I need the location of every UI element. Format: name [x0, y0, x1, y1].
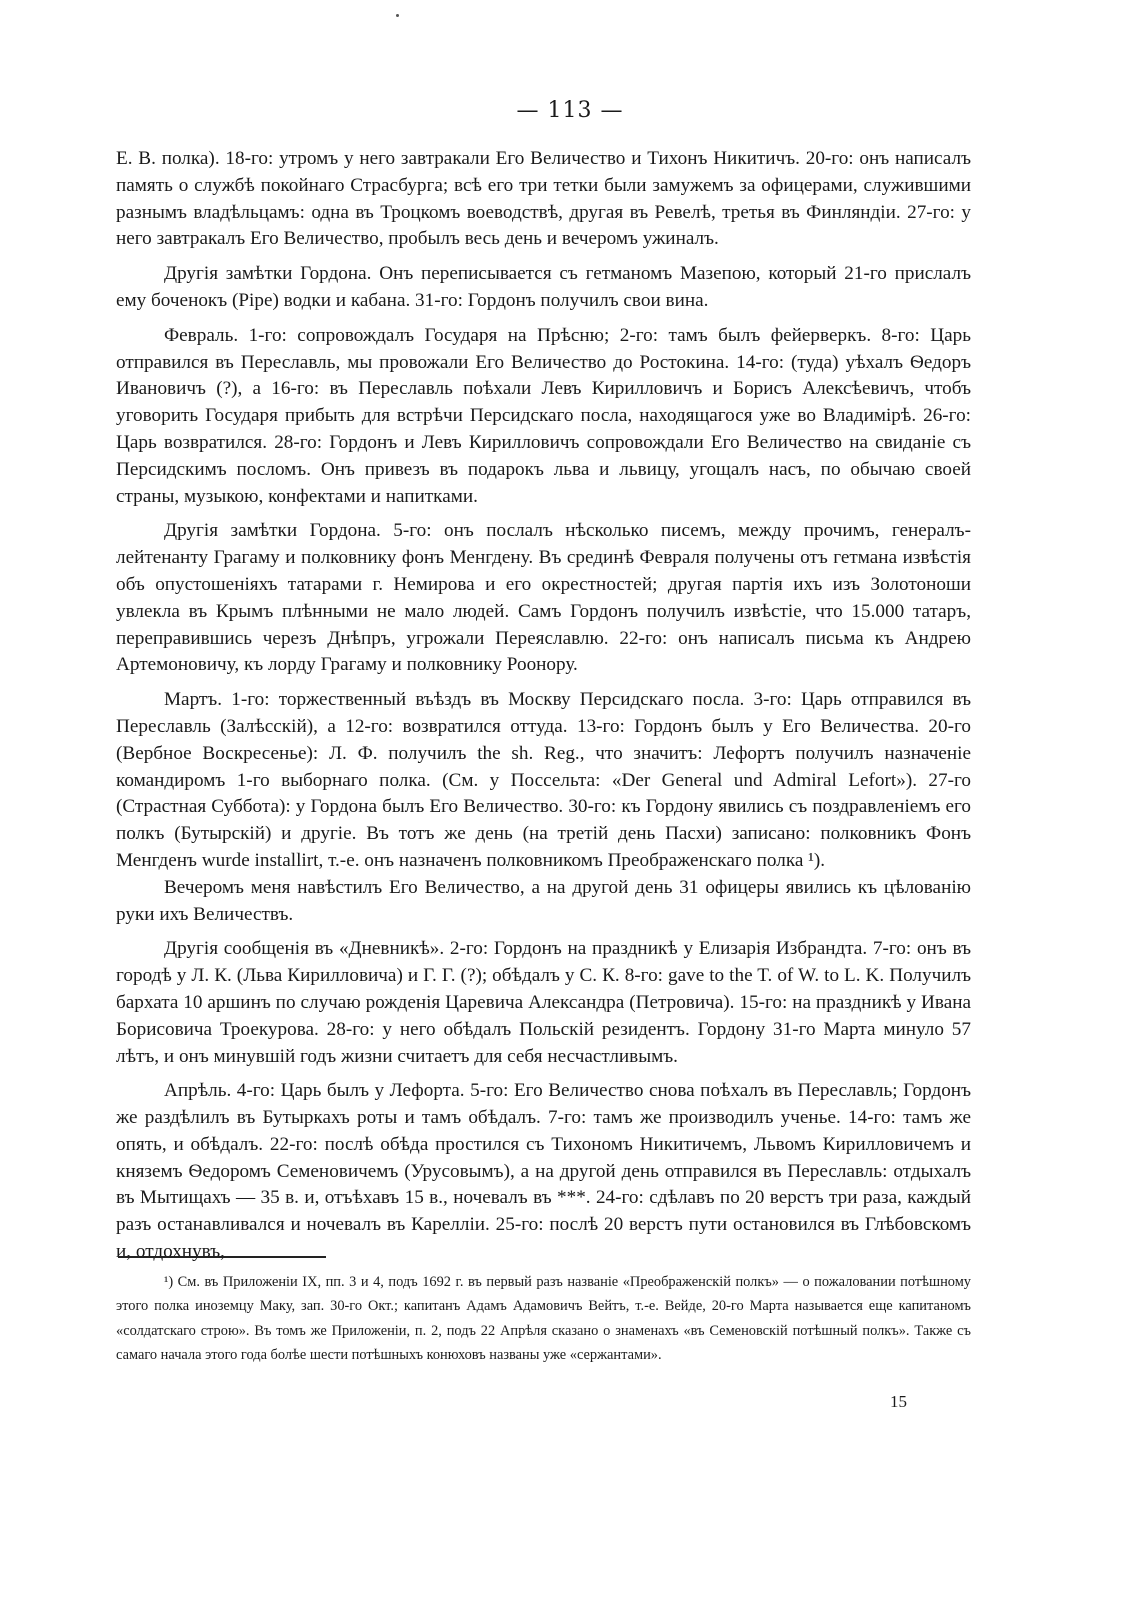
footnote-divider: [118, 1256, 326, 1258]
ink-speck: [396, 14, 399, 17]
paragraph: Вечеромъ меня навѣстилъ Его Величество, а на другой день 31 офицеры явились къ цѣлованію руки ихъ Величествъ.: [116, 876, 971, 925]
signature-mark: 15: [890, 1392, 907, 1411]
paragraph: Февраль. 1-го: сопровождалъ Государя на Прѣсню; 2-го: тамъ былъ фейерверкъ. 8-го: Царь отправился въ Переславль, мы провожали Его Величество до Ростокина. 14-го: (туда) уѣхалъ Ѳедоръ Ивановичъ (?), а 16-го: въ Переславль поѣхали Левъ Кирилловичъ и Борисъ Алексѣевичъ, чтобъ уговорить Государя прибыть для встрѣчи Персидскаго посла, находящагося уже во Владимірѣ. 26-го: Царь возвратился. 28-го: Гордонъ и Левъ Кирилловичъ сопровождали Его Величество на свиданіе съ Персидскимъ посломъ. Онъ привезъ въ подарокъ льва и львицу, угощалъ насъ, по обычаю своей страны, музыкою, конфектами и напитками.: [116, 324, 971, 507]
paragraph: Другія замѣтки Гордона. 5-го: онъ послалъ нѣсколько писемъ, между прочимъ, генералъ-лейтенанту Грагаму и полковнику фонъ Менгдену. Въ срединѣ Февраля получены отъ гетмана извѣстія объ опустошеніяхъ татарами г. Немирова и его окрестностей; другая партія ихъ изъ Золотоноши увлекла въ Крымъ плѣнными не мало людей. Самъ Гордонъ получилъ извѣстіе, что 15.000 татаръ, переправившись черезъ Днѣпръ, угрожали Переяславлю. 22-го: онъ написалъ письма къ Андрею Артемоновичу, къ лорду Грагаму и полковнику Роонору.: [116, 520, 971, 676]
page-number: — 113 —: [516, 98, 624, 123]
paragraph: Мартъ. 1-го: торжественный въѣздъ въ Москву Персидскаго посла. 3-го: Царь отправился въ Переславль (Залѣсскій), а 12-го: возвратился оттуда. 13-го: Гордонъ былъ у Его Величества. 20-го (Вербное Воскресенье): Л. Ф. получилъ the sh. Reg., что значитъ: Лефортъ получилъ назначеніе командиромъ 1-го выборнаго полка. (См. у Поссельта: «Der General und Admiral Lefort»). 27-го (Страстная Суббота): у Гордона былъ Его Величество. 30-го: къ Гордону явились съ поздравленіемъ его полкъ (Бутырскій) и другіе. Въ тотъ же день (на третій день Пасхи) записано: полковникъ Фонъ Менгденъ wurde installirt, т.-е. онъ назначенъ полковникомъ Преображенскаго полка ¹).: [116, 689, 971, 871]
footnote-text: ¹) См. въ Приложеніи IX, пп. 3 и 4, подъ 1692 г. въ первый разъ названіе «Преображенскій полкъ» — о пожаловании потѣшному этого полка иноземцу Маку, зап. 30-го Окт.; капитанъ Адамъ Адамовичъ Вейтъ, т.-е. Вейде, 20-го Марта называется еще капитаномъ «солдатскаго строю». Въ томъ же Приложеніи, п. 2, подъ 22 Апрѣля сказано о знаменахъ «въ Семеновскій потѣшный полкъ». Также съ самаго начала этого года болѣе шести потѣшныхъ конюховъ названы уже «сержантами».: [116, 1274, 971, 1364]
paragraph: Е. В. полка). 18-го: утромъ у него завтракали Его Величество и Тихонъ Никитичъ. 20-го: онъ написалъ память о службѣ покойнаго Страсбурга; всѣ его три тетки были замужемъ за офицерами, служившими разнымъ владѣльцамъ: одна въ Троцкомъ воеводствѣ, другая въ Ревелѣ, третья въ Финляндіи. 27-го: у него завтракалъ Его Величество, пробылъ весь день и вечеромъ ужиналъ.: [116, 148, 971, 250]
main-text: [116, 146, 971, 1274]
paragraph: Другія сообщенія въ «Дневникѣ». 2-го: Гордонъ на праздникѣ у Елизарія Избрандта. 7-го: онъ въ городѣ у Л. К. (Льва Кирилловича) и Г. Г. (?); обѣдалъ у С. К. 8-го: gave to the T. of W. to L. K. Получилъ бархата 10 аршинъ по случаю рожденія Царевича Александра (Петровича). 15-го: на праздникѣ у Ивана Борисовича Троекурова. 28-го: у него обѣдалъ Польскій резидентъ. Гордону 31-го Марта минуло 57 лѣтъ, и онъ минувшій годъ жизни считаетъ для себя несчастливымъ.: [116, 938, 971, 1067]
paragraph: Другія замѣтки Гордона. Онъ переписывается съ гетманомъ Мазепою, который 21-го прислалъ ему боченокъ (Pipe) водки и кабана. 31-го: Гордонъ получилъ свои вина.: [116, 263, 971, 311]
paragraph: Апрѣль. 4-го: Царь былъ у Лефорта. 5-го: Его Величество снова поѣхалъ въ Переславль; Гордонъ же раздѣлилъ въ Бутыркахъ роты и тамъ обѣдалъ. 7-го: тамъ же производилъ ученье. 14-го: тамъ же опять, и обѣдалъ. 22-го: послѣ обѣда простился съ Тихономъ Никитичемъ, Львомъ Кирилловичемъ и княземъ Ѳедоромъ Семеновичемъ (Урусовымъ), а на другой день отправился въ Переславль: отдыхалъ въ Мытищахъ — 35 в. и, отъѣхавъ 15 в., ночевалъ въ ***. 24-го: сдѣлавъ по 20 верстъ три раза, каждый разъ останавливался и ночевалъ въ Карелліи. 25-го: послѣ 20 верстъ пути остановился въ Глѣбовскомъ и, отдохнувъ,: [116, 1080, 971, 1263]
footnote: [116, 1270, 971, 1368]
